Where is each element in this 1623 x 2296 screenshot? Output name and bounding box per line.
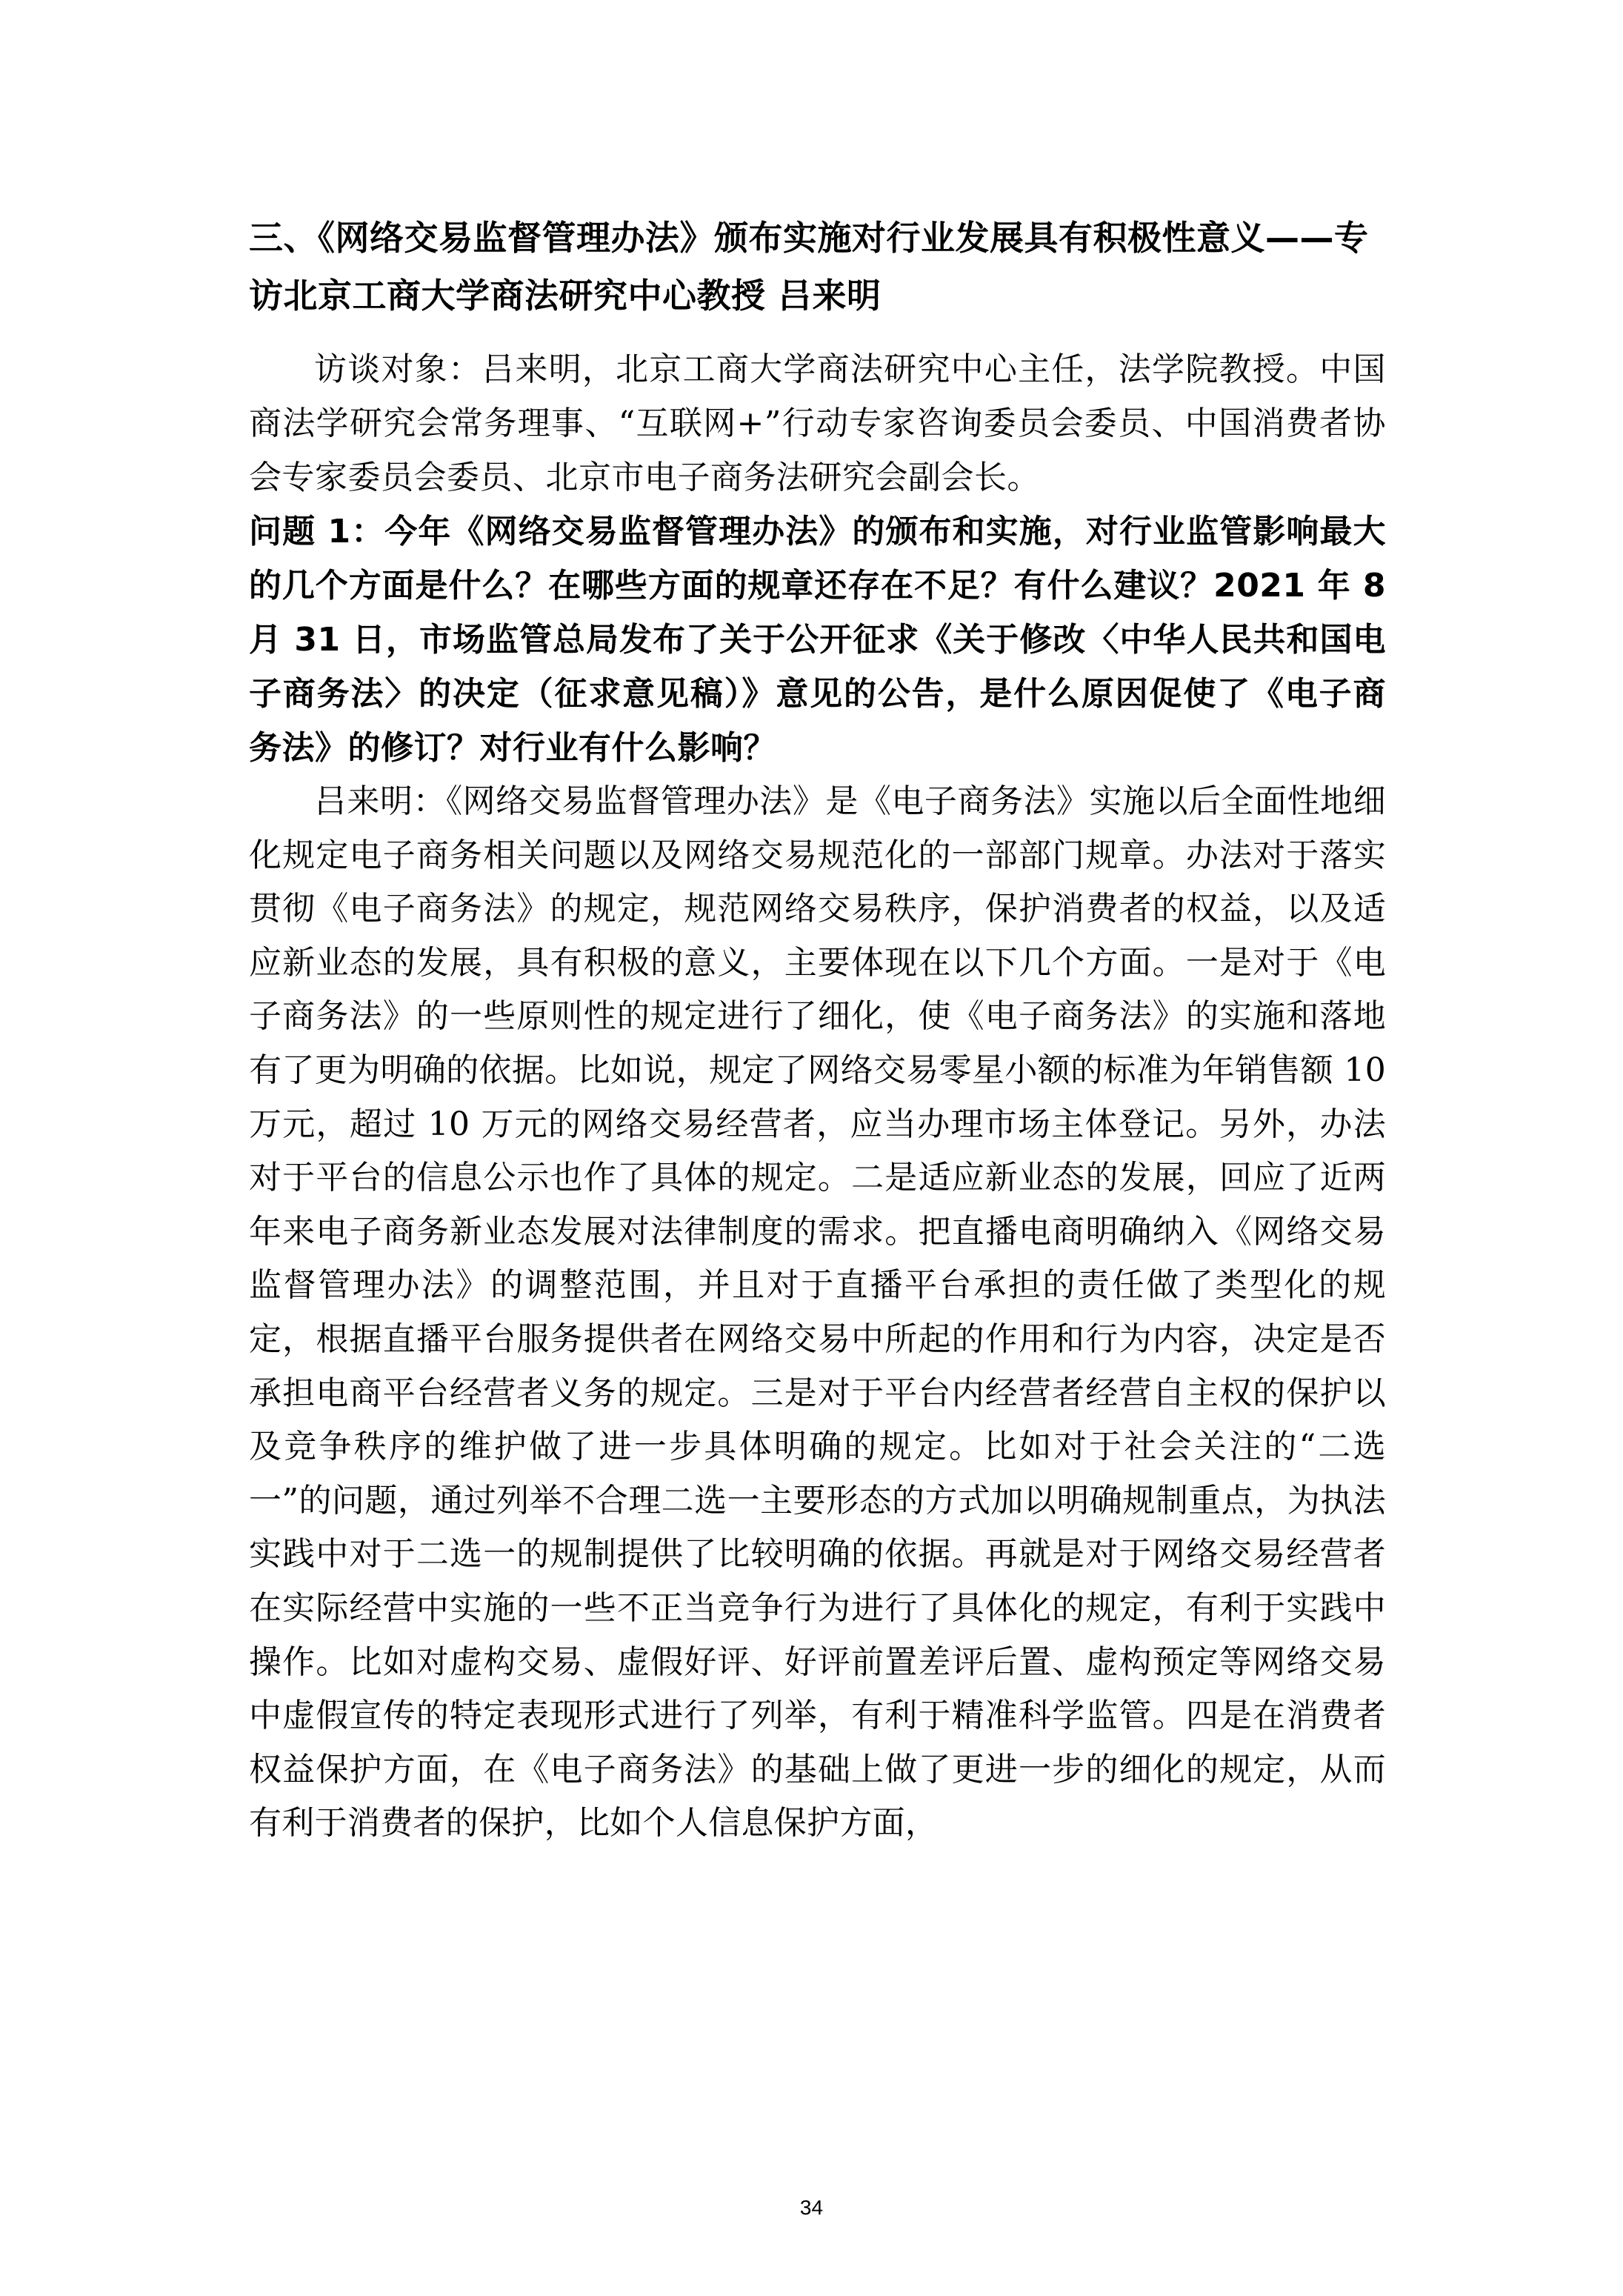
page-content	[249, 209, 1386, 1851]
question-1: 问题 1：今年《网络交易监督管理办法》的颁布和实施，对行业监管影响最大的几个方面是什么？在哪些方面的规章还存在不足？有什么建议？2021 年 8 月 31 日，市场监管总局发布了关于公开征求《关于修改〈中华人民共和国电子商务法〉的决定（征求意见稿）》意见的公告，是什么原因促使了《电子商务法》的修订？对行业有什么影响？	[249, 513, 1386, 767]
page-number: 34	[799, 2196, 824, 2219]
section-heading: 三、《网络交易监督管理办法》颁布实施对行业发展具有积极性意义——专访北京工商大学商法研究中心教授 吕来明	[249, 218, 1369, 316]
answer-paragraph: 吕来明：《网络交易监督管理办法》是《电子商务法》实施以后全面性地细化规定电子商务相关问题以及网络交易规范化的一部部门规章。办法对于落实贯彻《电子商务法》的规定，规范网络交易秩序，保护消费者的权益，以及适应新业态的发展，具有积极的意义，主要体现在以下几个方面。一是对于《电子商务法》的一些原则性的规定进行了细化，使《电子商务法》的实施和落地有了更为明确的依据。比如说，规定了网络交易零星小额的标准为年销售额 10 万元，超过 10 万元的网络交易经营者，应当办理市场主体登记。另外，办法对于平台的信息公示也作了具体的规定。二是适应新业态的发展，回应了近两年来电子商务新业态发展对法律制度的需求。把直播电商明确纳入《网络交易监督管理办法》的调整范围，并且对于直播平台承担的责任做了类型化的规定，根据直播平台服务提供者在网络交易中所起的作用和行为内容，决定是否承担电商平台经营者义务的规定。三是对于平台内经营者经营自主权的保护以及竞争秩序的维护做了进一步具体明确的规定。比如对于社会关注的“二选一”的问题，通过列举不合理二选一主要形态的方式加以明确规制重点，为执法实践中对于二选一的规制提供了比较明确的依据。再就是对于网络交易经营者在实际经营中实施的一些不正当竞争行为进行了具体化的规定，有利于实践中操作。比如对虚构交易、虚假好评、好评前置差评后置、虚构预定等网络交易中虚假宣传的特定表现形式进行了列举，有利于精准科学监管。四是在消费者权益保护方面，在《电子商务法》的基础上做了更进一步的细化的规定，从而有利于消费者的保护，比如个人信息保护方面，	[249, 782, 1386, 1843]
interviewee-intro: 访谈对象：吕来明，北京工商大学商法研究中心主任，法学院教授。中国商法学研究会常务理事、“互联网+”行动专家咨询委员会委员、中国消费者协会专家委员会委员、北京市电子商务法研究会副会长。	[249, 350, 1386, 496]
